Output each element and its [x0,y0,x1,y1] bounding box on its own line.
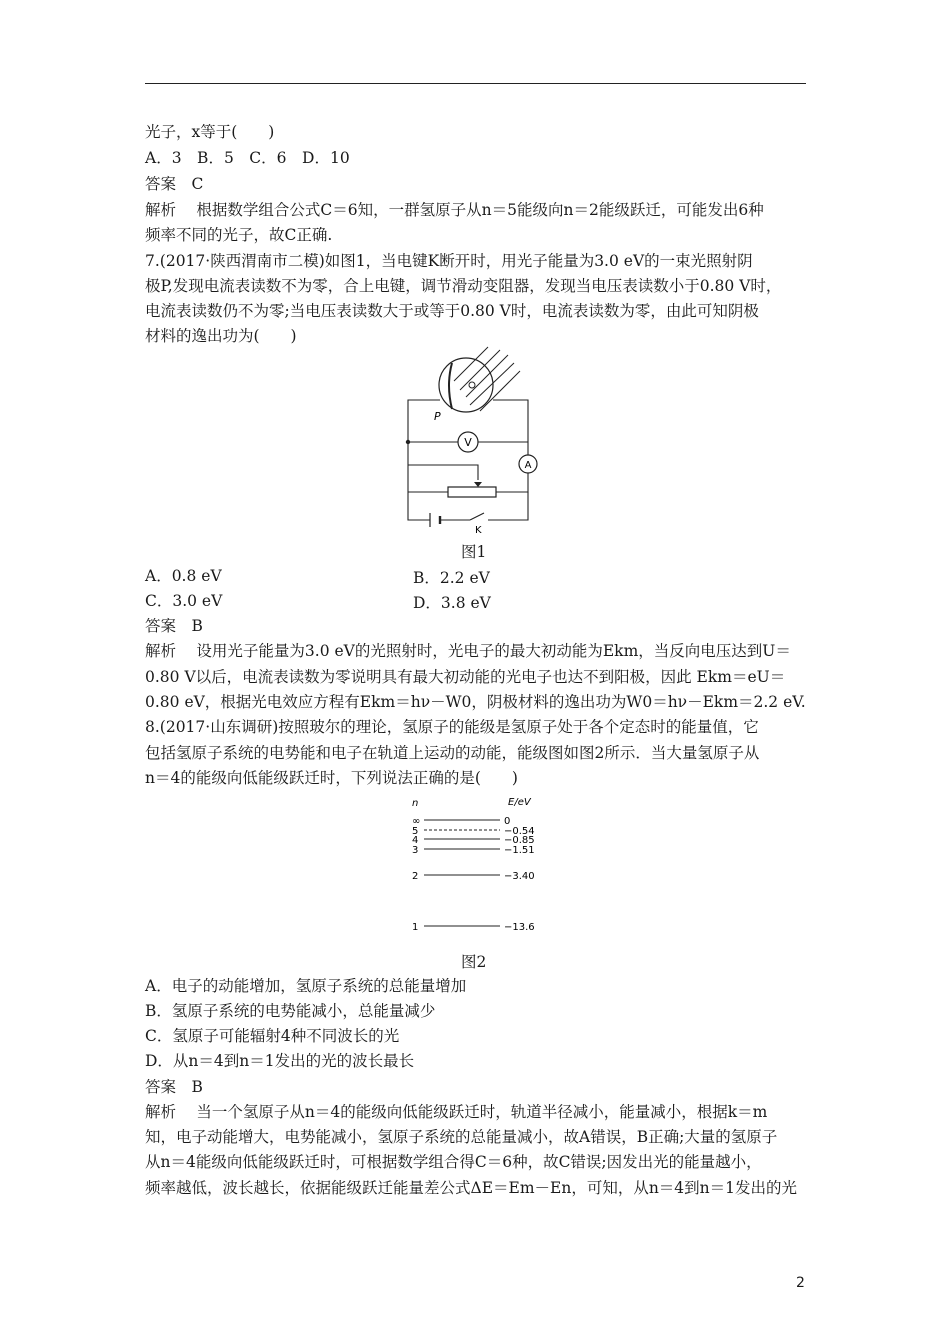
q8-analysis-line-3: 从n＝4能级向低能级跃迁时，可根据数学组合得C＝6种，故C错误;因发出光的能量越小， [145,1153,762,1171]
q8-option-a: A．电子的动能增加，氢原子系统的总能量增加 [145,977,467,995]
q8-option-c: C．氢原子可能辐射4种不同波长的光 [145,1027,400,1045]
energy-level-E-label: −13.6 [504,922,535,933]
energy-level-E-label: 0 [504,816,511,827]
q7-analysis-line-1: 解析 设用光子能量为3.0 eV的光照射时，光电子的最大初动能为Ekm，当反向电压达到U＝ [145,642,791,660]
q7-stem-line-2: 极P,发现电流表读数不为零，合上电键，调节滑动变阻器，发现当电压表读数小于0.80 V时， [145,277,782,295]
energy-levels [412,816,535,933]
q6-analysis-line-2: 频率不同的光子，故C正确. [145,226,333,244]
anode [469,382,475,388]
q7-analysis-line-3: 0.80 eV，根据光电效应方程有Ekm＝hν－W0，阴极材料的逸出功为W0＝hν－Ekm＝2.2 eV. [145,693,806,711]
header-rule [145,83,806,84]
cathode-label: P [434,410,441,423]
axis-E-label: E/eV [508,797,531,808]
q6-options: A．3 B．5 C．6 D．10 [145,149,350,167]
q6-answer: 答案 C [145,175,204,193]
energy-level-n-label: 1 [412,922,419,933]
q7-stem-line-1: 7.(2017·陕西渭南市二模)如图1，当电键K断开时，用光子能量为3.0 eV的一束光照射阴 [145,252,753,270]
figure-2-energy-levels [400,792,560,942]
ammeter-label: A [524,460,532,471]
phototube [439,358,493,412]
energy-level-n-label: 5 [412,826,419,837]
q7-answer: 答案 B [145,617,203,635]
axis-n-label: n [412,798,419,809]
figure-1-circuit [400,345,550,535]
circuit-wires [408,400,528,520]
energy-level-n-label: 3 [412,845,419,856]
q7-analysis-line-2: 0.80 V以后，电流表读数为零说明具有最大初动能的光电子也达不到阳极，因此 Ekm＝eU＝ [145,668,786,686]
q8-option-d: D．从n＝4到n＝1发出的光的波长最长 [145,1052,415,1070]
q8-stem-line-1: 8.(2017·山东调研)按照玻尔的理论，氢原子的能级是氢原子处于各个定态时的能量值，它 [145,718,759,736]
q8-stem-line-3: n＝4的能级向低能级跃迁时，下列说法正确的是( ) [145,769,518,787]
voltmeter-label: V [464,436,472,449]
figure-1-caption: 图1 [461,543,487,561]
q8-analysis-line-1: 解析 当一个氢原子从n＝4的能级向低能级跃迁时，轨道半径减小，能量减小，根据k＝m [145,1103,768,1121]
q7-option-b: B．2.2 eV [413,569,490,587]
page-number: 2 [796,1275,805,1291]
q6-stem-tail: 光子，x等于( ) [145,123,275,141]
q6-analysis-line-1: 解析 根据数学组合公式C＝6知，一群氢原子从n＝5能级向n＝2能级跃迁，可能发出6种 [145,201,764,219]
energy-level-E-label: −0.54 [504,826,535,837]
switch-label: K [475,525,482,535]
energy-level-n-label: 2 [412,871,419,882]
energy-level-n-label: 4 [412,835,419,846]
q7-option-c: C．3.0 eV [145,592,223,610]
q7-option-d: D．3.8 eV [413,594,491,612]
q7-stem-line-4: 材料的逸出功为( ) [145,327,297,345]
q8-option-b: B．氢原子系统的电势能减小，总能量减少 [145,1002,436,1020]
energy-level-n-label: ∞ [412,816,421,827]
energy-level-E-label: −0.85 [504,835,535,846]
q8-answer: 答案 B [145,1078,203,1096]
rheostat [448,487,496,497]
cathode-plate [449,363,452,409]
q7-option-a: A．0.8 eV [145,567,222,585]
q8-analysis-line-4: 频率越低，波长越长，依据能级跃迁能量差公式ΔE＝Em－En，可知，从n＝4到n＝1发出的光 [145,1179,798,1197]
q8-analysis-line-2: 知，电子动能增大，电势能减小，氢原子系统的总能量减小，故A错误，B正确;大量的氢原子 [145,1128,778,1146]
figure-2-caption: 图2 [461,953,487,971]
q8-stem-line-2: 包括氢原子系统的电势能和电子在轨道上运动的动能，能级图如图2所示．当大量氢原子从 [145,744,760,762]
energy-level-E-label: −1.51 [504,845,535,856]
q7-stem-line-3: 电流表读数仍不为零;当电压表读数大于或等于0.80 V时，电流表读数为零，由此可知阴极 [145,302,759,320]
energy-level-E-label: −3.40 [504,871,535,882]
